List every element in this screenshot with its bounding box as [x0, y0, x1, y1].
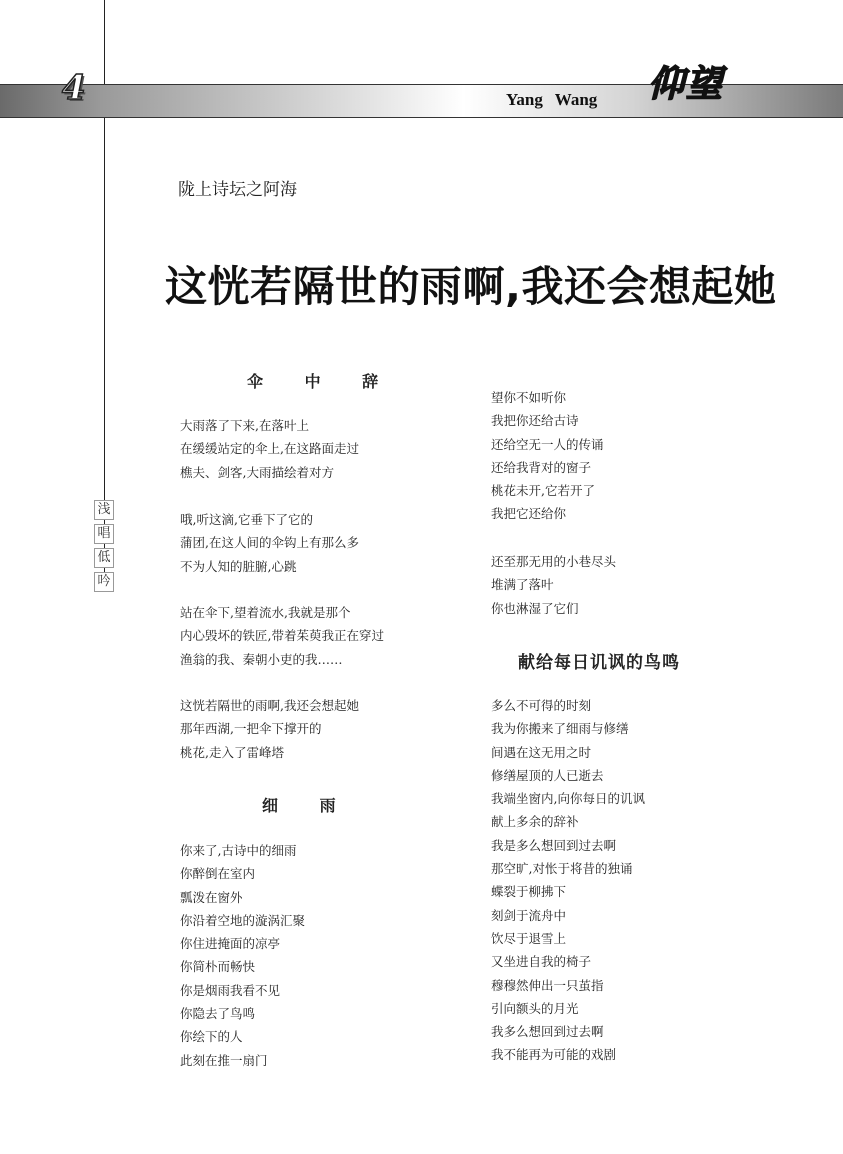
stanza: [180, 694, 480, 764]
poem-line: 那空旷,对怅于将昔的独诵: [491, 861, 633, 877]
poem-line: 渔翁的我、秦朝小吏的我……: [180, 651, 343, 667]
poem-line: 引向额头的月光: [491, 1000, 579, 1016]
poem-line: 哦,听这滴,它垂下了它的: [180, 512, 313, 527]
poem-title-drizzle: 细 雨: [262, 796, 354, 815]
poem-line: 献上多余的辞补: [491, 814, 579, 830]
stanza: [180, 601, 480, 671]
poem-line: 我为你搬来了细雨与修缮: [491, 721, 629, 737]
poem-line: 你简朴而畅快: [180, 959, 256, 975]
poem-line: 我把它还给你: [491, 506, 567, 522]
side-label-char: 浅: [94, 500, 114, 520]
poem-line: 又坐进自我的椅子: [491, 954, 592, 970]
poem-title-umbrella: 伞 中 辞: [247, 372, 397, 391]
poem-line: 我多么想回到过去啊: [491, 1024, 604, 1040]
poem-line: 我端坐窗内,向你每日的讥讽: [491, 791, 645, 807]
poem-line: 你隐去了鸟鸣: [180, 1006, 256, 1022]
magazine-logo: 仰望: [648, 64, 725, 105]
poem-line: 还给我背对的窗子: [491, 459, 592, 475]
side-label-char: 唱: [94, 524, 114, 544]
poem-line: 不为人知的脏腑,心跳: [180, 558, 297, 574]
poem-line: 樵夫、剑客,大雨描绘着对方: [180, 464, 334, 480]
stanza: [180, 414, 480, 484]
side-label-char: 低: [94, 548, 114, 568]
poem-line: 内心毁坏的铁匠,带着茱萸我正在穿过: [180, 628, 384, 644]
poem-line: 你醉倒在室内: [180, 866, 256, 882]
poem-line: 瓢泼在窗外: [180, 889, 243, 905]
poem-line: 那年西湖,一把伞下撑开的: [180, 721, 322, 737]
poem-line: 桃花,走入了雷峰塔: [180, 744, 284, 760]
stanza: [491, 550, 791, 620]
poem-line: 还至那无用的小巷尽头: [491, 554, 617, 569]
poem-line: 这恍若隔世的雨啊,我还会想起她: [180, 698, 359, 713]
poem-line: 大雨落了下来,在落叶上: [180, 418, 309, 433]
stanza: [180, 839, 480, 1072]
poem-line: 修缮屋顶的人已逝去: [491, 767, 604, 783]
poem-line: 穆穆然伸出一只茧指: [491, 977, 604, 993]
poem-line: 饮尽于退雪上: [491, 930, 567, 946]
poem-title-birdsong: 献给每日讥讽的鸟鸣: [518, 653, 680, 673]
poem-line: 刻剑于流舟中: [491, 907, 567, 923]
stanza: [491, 694, 791, 1067]
side-label-char: 吟: [94, 572, 114, 592]
stanza: [491, 386, 791, 526]
poem-line: 我把你还给古诗: [491, 413, 579, 429]
magazine-name-latin: Yang Wang: [506, 90, 598, 109]
poem-line: 我是多么想回到过去啊: [491, 837, 617, 853]
poem-line: 堆满了落叶: [491, 577, 554, 593]
poem-line: 蝶裂于柳拂下: [491, 884, 567, 900]
poem-line: 你绘下的人: [180, 1029, 243, 1045]
poem-line: 此刻在推一扇门: [180, 1052, 268, 1068]
poem-line: 桃花未开,它若开了: [491, 483, 595, 499]
poem-line: 在缓缓站定的伞上,在这路面走过: [180, 441, 359, 457]
poem-line: 我不能再为可能的戏剧: [491, 1047, 617, 1063]
poem-line: 你沿着空地的漩涡汇聚: [180, 912, 306, 928]
poem-line: 间遇在这无用之时: [491, 744, 592, 760]
poem-line: 望你不如听你: [491, 390, 567, 405]
poem-line: 多么不可得的时刻: [491, 698, 592, 713]
side-section-label: [94, 500, 114, 596]
page-title: 这恍若隔世的雨啊,我还会想起她: [165, 262, 777, 311]
page-number: 4: [62, 68, 86, 108]
poem-line: 你也淋湿了它们: [491, 600, 579, 616]
stanza: [180, 508, 480, 578]
poem-line: 你来了,古诗中的细雨: [180, 843, 297, 858]
poem-line: 还给空无一人的传诵: [491, 436, 604, 452]
poem-line: 你住进掩面的凉亭: [180, 936, 281, 952]
column-tag: 陇上诗坛之阿海: [178, 180, 297, 200]
poem-line: 蒲团,在这人间的伞钩上有那么多: [180, 535, 359, 551]
poem-line: 站在伞下,望着流水,我就是那个: [180, 605, 351, 620]
poem-line: 你是烟雨我看不见: [180, 982, 281, 998]
